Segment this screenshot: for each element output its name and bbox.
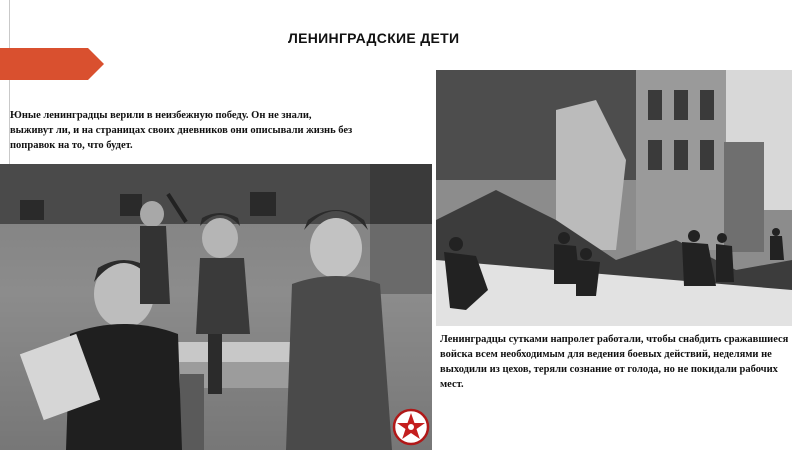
street-rubble-work-photo — [436, 70, 792, 326]
red-star-emblem-icon — [392, 408, 430, 446]
slide-title: ЛЕНИНГРАДСКИЕ ДЕТИ — [288, 30, 460, 46]
accent-ribbon-icon — [0, 48, 104, 80]
photo-caption: Ленинградцы сутками напролет работали, чтобы снабдить сражавшиеся войска всем необходимым для ведения боевых действий, неделями не выходили из цехов, теряли сознание от голода, но не покидали рабочих мест. — [440, 334, 789, 390]
intro-paragraph: Юные ленинградцы верили в неизбежную победу. Он не знали, выживут ли, и на страницах своих дневников они описывали жизнь без поправок на то, что будет. — [10, 110, 353, 151]
children-sawing-wood-photo — [0, 164, 432, 450]
